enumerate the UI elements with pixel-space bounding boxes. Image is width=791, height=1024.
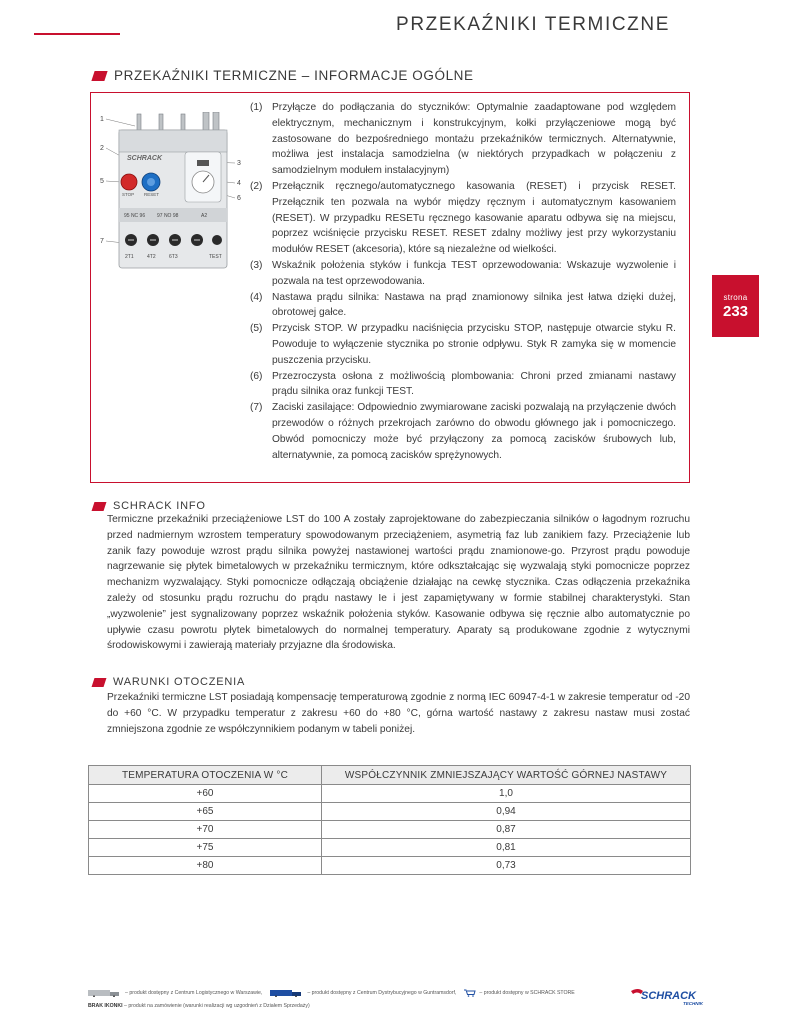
truck-warehouse-icon xyxy=(88,989,122,997)
section-env-heading xyxy=(93,676,245,688)
top-accent-rule xyxy=(34,33,120,35)
page-number-tab xyxy=(712,275,759,337)
table-cell: +65 xyxy=(89,803,322,821)
table-cell: 0,81 xyxy=(322,839,691,857)
column-header: WSPÓŁCZYNNIK ZMNIEJSZAJĄCY WARTOŚĆ GÓRNEJ NASTAWY xyxy=(322,766,691,785)
callout-5: 5 xyxy=(100,178,104,185)
svg-text:STOP: STOP xyxy=(122,192,135,197)
callout-6: 6 xyxy=(237,195,241,202)
table-row xyxy=(89,857,691,875)
device-brand: SCHRACK xyxy=(127,155,162,162)
svg-text:A2: A2 xyxy=(201,213,208,219)
svg-text:RESET: RESET xyxy=(144,192,160,197)
column-header: TEMPERATURA OTOCZENIA W °C xyxy=(89,766,322,785)
svg-text:SCHRACK: SCHRACK xyxy=(641,990,696,1002)
shopping-cart-icon xyxy=(464,989,476,997)
section-marker-icon xyxy=(92,678,107,687)
no-icon-note: BRAK IKONKI – produkt na zamówienie (warunki realizacji wg uzgodnień z Działem Sprzedaży) xyxy=(88,1003,310,1009)
page-tab-label: strona xyxy=(723,293,748,302)
list-item: (7) Zaciski zasilające: Odpowiednio zwymiarowane zaciski pozwalają na przyłączenie dwóch przewodów o różnych przekrojach zarówno do obwodu głównego jak i pomocniczego. Obwód pomocniczy może być przyłączony za pomocą zacisków śrubowych lub, alternatywnie, za pomocą zacisków sprężynowych. xyxy=(250,402,676,461)
table-row xyxy=(89,821,691,839)
callout-1: 1 xyxy=(100,116,104,123)
info-paragraph: Termiczne przekaźniki przeciążeniowe LST do 100 A zostały zaprojektowane do zabezpieczania silników o łagodnym rozruchu przed nadmiernym wzrostem temperatury spowodowanym przeciążeniem, asymetrią faz lub zanikiem fazy. Przeciążenie lub zanik fazy powoduje wzrost prądu silnika powyżej nastawionej wartości prądu znamionowe-go. Przyrost prądu powoduje nagrzewanie się płytek bimetalowych w przekaźniku termicznym, które odkształcając się wyzwalają styki pomocnicze poprzez mechanizm wyzwalający. Styki pomocnicze odłączają obciążenie działając na cewkę stycznika. Czas odłączenia przekaźnika zależy od stosunku prądu rozruchu do prądu nastawy Ie i jest zapamiętywany w formie stabilnej charakterystyki. Stan „wyzwolenie” jest sygnalizowany poprzez wskaźnik położenia styków. Kasowanie odbywa się ręcznie albo automatycznie po upływie czasu powrotu płytek bimetalowych do normalnej temperatury. Aparaty są produkowane zgodnie z wytycznymi środowiskowymi i zawierają materiały przyjazne dla środowiska. xyxy=(107,514,690,652)
table-cell: 0,94 xyxy=(322,803,691,821)
truck-distribution-icon xyxy=(270,989,304,997)
svg-text:TEST: TEST xyxy=(209,254,222,260)
page-title: PRZEKAŹNIKI TERMICZNE xyxy=(396,14,670,35)
callout-3: 3 xyxy=(237,160,241,167)
list-item: (6) Przezroczysta osłona z możliwością plombowania: Chroni przed zmianami nastawy prądu silnika oraz funkcji TEST. xyxy=(250,370,676,398)
section-env-title: WARUNKI OTOCZENIA xyxy=(113,676,246,688)
table-cell: +75 xyxy=(89,839,322,857)
derating-table xyxy=(88,765,691,875)
stop-button-illustration xyxy=(121,174,137,190)
section-info-heading xyxy=(93,500,206,512)
svg-text:2T1: 2T1 xyxy=(125,254,134,260)
section-marker-icon xyxy=(91,71,107,81)
svg-text:6T3: 6T3 xyxy=(169,254,178,260)
footer-legend: – produkt dostępny z Centrum Logistycznego w Warszawie, – produkt dostępny z Centrum Dystrybucyjnego w Guntramsdorf, – produkt dostępny w SCHRACK STORE BRAK IKONKI – produkt na zamówienie (warunki realizacji wg uzgodnień z Działem Sprzedaży) SCHRACK TECHNIK xyxy=(88,986,728,1016)
table-cell: +80 xyxy=(89,857,322,875)
list-item: (3) Wskaźnik położenia styków i funkcja TEST oprzewodowania: Wskazuje wyzwolenie i pozwala na test oprzewodowania. xyxy=(250,259,676,287)
table-cell: +70 xyxy=(89,821,322,839)
table-cell: +60 xyxy=(89,785,322,803)
list-item: (5) Przycisk STOP. W przypadku naciśnięcia przycisku STOP, następuje otwarcie styku R. Powoduje to wyłączenie stycznika po stronie odpływu. Styk R zamyka się w momencie puszczenia przycisku. xyxy=(250,323,676,366)
table-row xyxy=(89,839,691,857)
thermal-relay-illustration xyxy=(97,112,247,272)
section-general-heading xyxy=(93,68,474,83)
list-item: (1) Przyłącze do podłączania do styczników: Optymalnie zaadaptowane pod względem elektrycznym, mechanicznym i konstrukcyjnym, kołki przyłączeniowe mogą być zastosowane do bezpośredniego montażu przekaźników termicznych. Alternatywnie, możliwa jest instalacja samodzielna (w niektórych przypadkach w połączeniu z samodzielnym modułem instalacyjnym) xyxy=(250,102,676,177)
table-cell: 1,0 xyxy=(322,785,691,803)
table-header-row xyxy=(89,766,691,785)
schrack-logo xyxy=(629,988,719,1006)
callout-2: 2 xyxy=(100,145,104,152)
list-item: (4) Nastawa prądu silnika: Nastawa na prąd znamionowy silnika jest łatwa dzięki dużej, obrotowej gałce. xyxy=(250,291,676,319)
svg-text:4T2: 4T2 xyxy=(147,254,156,260)
svg-text:95 NC 96: 95 NC 96 xyxy=(124,213,146,219)
svg-text:TECHNIK: TECHNIK xyxy=(683,1001,703,1006)
callout-4: 4 xyxy=(237,180,241,187)
env-paragraph: Przekaźniki termiczne LST posiadają kompensację temperaturową zgodnie z normą IEC 60947-4-1 w zakresie temperatur od -20 do +60 °C. W przypadku temperatur z zakresu +60 do +80 °C, górna wartość nastawy z zakresu nastaw musi zostać zmniejszona zgodnie ze współczynnikiem podanym w tabeli poniżej. xyxy=(107,692,690,735)
svg-text:97 NO 98: 97 NO 98 xyxy=(157,213,179,219)
table-row xyxy=(89,803,691,821)
section-general-title: PRZEKAŹNIKI TERMICZNE – INFORMACJE OGÓLNE xyxy=(114,68,474,83)
table-cell: 0,87 xyxy=(322,821,691,839)
table-row xyxy=(89,785,691,803)
section-info-title: SCHRACK INFO xyxy=(113,500,206,512)
callout-7: 7 xyxy=(100,238,104,245)
table-cell: 0,73 xyxy=(322,857,691,875)
feature-list xyxy=(250,100,676,463)
page-number: 233 xyxy=(722,303,749,320)
list-item: (2) Przełącznik ręcznego/automatycznego kasowania (RESET) i przycisk RESET. Przełącznik ten pozwala na wybór między ręcznym i automatycznym kasowaniem (RESET). W przypadku RESETu ręcznego kasowanie aparatu odbywa się na miejscu, poprzez wciśnięcie przycisku RESET. RESET zdalny możliwy jest przy wykorzystaniu modułów RESET (akcesoria), które są niezależne od wielkości. xyxy=(250,180,676,256)
section-marker-icon xyxy=(92,502,107,511)
